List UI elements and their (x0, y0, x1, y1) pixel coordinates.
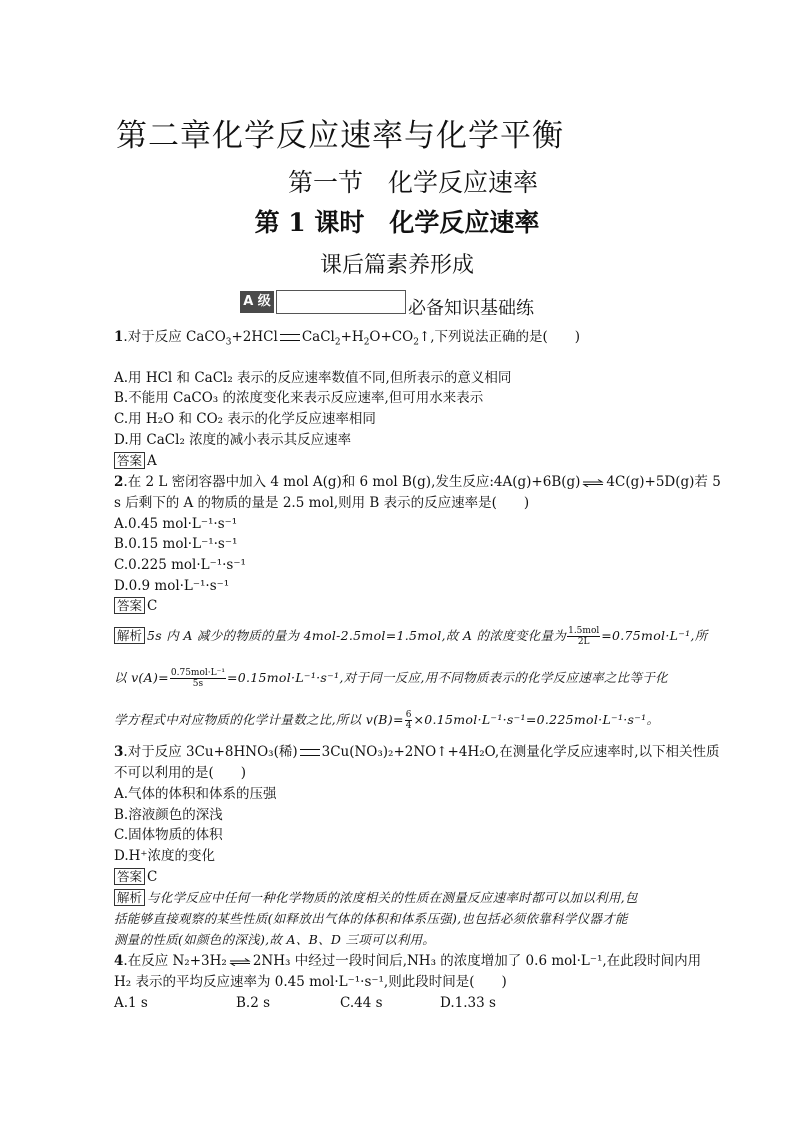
q2-option-b: B.0.15 mol·L⁻¹·s⁻¹ (114, 536, 238, 552)
q1-option-b: B.不能用 CaCO₃ 的浓度变化来表示反应速率,但可用水来表示 (114, 390, 484, 406)
reversible-arrow-icon (229, 958, 251, 966)
q3-number: 3 (114, 744, 124, 760)
fraction: $\frac{\text{0.75mol·L⁻¹}}{5s}$ (170, 668, 225, 689)
practice-title: 课后篇素养形成 (319, 253, 474, 278)
q3-explanation-line3: 测量的性质(如颜色的深浅),故 A、B、D 三项可以利用。 (114, 932, 436, 947)
q1-option-d: D.用 CaCl₂ 浓度的减小表示其反应速率 (114, 432, 352, 448)
q2-number: 2 (114, 474, 124, 490)
q3-explanation-line2: 括能够直接观察的某些性质(如释放出气体的体积和体系压强),也包括必须依靠科学仪器才能 (114, 911, 628, 926)
q3-explanation-line1: 解析 与化学反应中任何一种化学物质的浓度相关的性质在测量反应速率时都可以加以利用,包 (114, 889, 638, 907)
q4-options (114, 994, 496, 1012)
q2-answer: 答案 C (114, 597, 157, 615)
explanation-label: 解析 (114, 889, 145, 906)
fraction: $\frac{\text{1.5mol}}{2L}$ (568, 626, 600, 647)
fraction: $\frac{6}{4}$ (405, 710, 412, 731)
q4-number: 4 (114, 953, 124, 969)
section-title: 第一节 化学反应速率 (287, 168, 538, 197)
q3-option-c: C.固体物质的体积 (114, 827, 223, 843)
q3-option-d: D.H⁺浓度的变化 (114, 848, 216, 864)
q4-option-b: B.2 s (236, 995, 271, 1011)
q2-stem-line1: 2.在 2 L 密闭容器中加入 4 mol A(g)和 6 mol B(g),发生反应:4A(g)+6B(g) 4C(g)+5D(g)若 5 (114, 474, 721, 490)
q2-explanation-line1: 解析 5s 内 A 减少的物质的量为 4mol-2.5mol=1.5mol,故 A 的浓度变化量为 $\frac{\text{1.5mol}}{2L}$ =0.75mol·L⁻¹,所 (114, 626, 708, 647)
q2-option-c: C.0.225 mol·L⁻¹·s⁻¹ (114, 557, 246, 573)
q1-option-c: C.用 H₂O 和 CO₂ 表示的化学反应速率相同 (114, 411, 376, 427)
q2-stem-line2: s 后剩下的 A 的物质的量是 2.5 mol,则用 B 表示的反应速率是( ) (114, 495, 530, 511)
q2-explanation-line2: 以 v(A)= $\frac{\text{0.75mol·L⁻¹}}{5s}$ =0.15mol·L⁻¹·s⁻¹,对于同一反应,用不同物质表示的化学反应速率之比等于化 (114, 668, 668, 689)
q4-option-c: C.44 s (340, 995, 383, 1011)
q1-option-a: A.用 HCl 和 CaCl₂ 表示的反应速率数值不同,但所表示的意义相同 (114, 370, 512, 386)
q3-answer: 答案 C (114, 868, 157, 886)
level-box (276, 290, 406, 314)
q1-stem: 1.对于反应 CaCO$_3$+2HCl $CaCl_2+H_2O+CO_2↑$,下列说法正确的是( ) (114, 329, 581, 348)
q4-stem-line2: H₂ 表示的平均反应速率为 0.45 mol·L⁻¹·s⁻¹,则此段时间是( ) (114, 974, 507, 990)
chapter-title: 第二章化学反应速率与化学平衡 (116, 118, 564, 154)
answer-label: 答案 (114, 452, 145, 469)
explanation-label: 解析 (114, 627, 145, 644)
answer-label: 答案 (114, 597, 145, 614)
level-text: 必备知识基础练 (408, 298, 534, 319)
q4-stem-line1: 4.在反应 N₂+3H₂ 2NH₃ 中经过一段时间后,NH₃ 的浓度增加了 0.6 mol·L⁻¹,在此段时间内用 (114, 953, 702, 969)
q3-stem-line2: 不可以利用的是( ) (114, 765, 247, 781)
answer-label: 答案 (114, 868, 145, 885)
equals-sign (280, 334, 300, 341)
q1-answer: 答案 A (114, 452, 157, 470)
q3-option-b: B.溶液颜色的深浅 (114, 807, 223, 823)
q3-option-a: A.气体的体积和体系的压强 (114, 786, 277, 802)
q4-option-a: A.1 s (114, 995, 148, 1011)
q2-explanation-line3: 学方程式中对应物质的化学计量数之比,所以 v(B)= $\frac{6}{4}$ ×0.15mol·L⁻¹·s⁻¹=0.225mol·L⁻¹·s⁻¹。 (114, 710, 660, 731)
q1-number: 1 (114, 329, 124, 345)
q2-option-d: D.0.9 mol·L⁻¹·s⁻¹ (114, 578, 230, 594)
q3-stem-line1: 3.对于反应 3Cu+8HNO₃(稀) 3Cu(NO₃)₂+2NO↑+4H₂O,在测量化学反应速率时,以下相关性质 (114, 744, 720, 760)
lesson-title: 第 1 课时 化学反应速率 (254, 208, 540, 237)
level-tag: A 级 (240, 291, 274, 313)
q4-option-d: D.1.33 s (440, 995, 496, 1011)
reversible-arrow-icon (582, 479, 604, 487)
q2-option-a: A.0.45 mol·L⁻¹·s⁻¹ (114, 516, 238, 532)
equals-sign (300, 749, 320, 756)
